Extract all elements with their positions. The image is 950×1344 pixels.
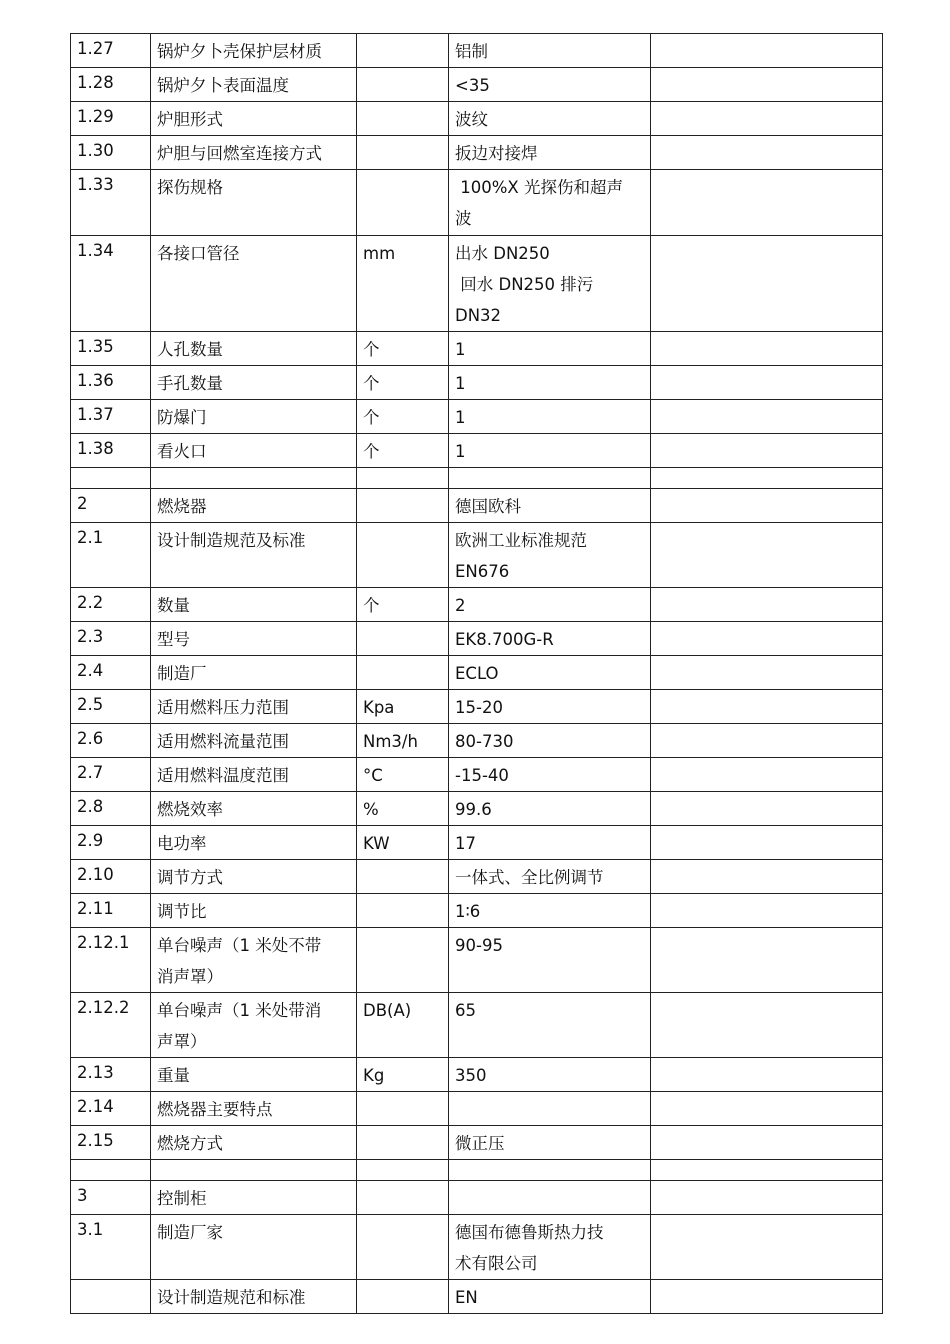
table-row xyxy=(71,400,883,434)
cell-no-text: 3.1 xyxy=(77,1220,104,1239)
cell-unit xyxy=(357,724,449,758)
cell-value-text: 1 xyxy=(455,340,466,359)
table-row xyxy=(71,170,883,236)
cell-unit-text: Nm3/h xyxy=(363,732,418,751)
cell-value xyxy=(449,1181,651,1215)
cell-note xyxy=(651,622,883,656)
cell-unit xyxy=(357,523,449,588)
cell-value-text: 出水 DN250 回水 DN250 排污 DN32 xyxy=(455,244,594,325)
table-row xyxy=(71,1058,883,1092)
cell-no xyxy=(71,434,151,468)
cell-value-text: 1 xyxy=(455,374,466,393)
cell-no xyxy=(71,136,151,170)
cell-no xyxy=(71,523,151,588)
cell-note xyxy=(651,1126,883,1160)
cell-note xyxy=(651,34,883,68)
cell-item xyxy=(151,68,357,102)
cell-value xyxy=(449,758,651,792)
cell-item xyxy=(151,928,357,993)
cell-no-text: 2.2 xyxy=(77,593,104,612)
cell-item xyxy=(151,860,357,894)
cell-no-text: 1.29 xyxy=(77,107,114,126)
cell-value-text: EN xyxy=(455,1288,478,1307)
cell-value-text: 铝制 xyxy=(455,42,488,61)
table-row xyxy=(71,468,883,489)
cell-value xyxy=(449,136,651,170)
cell-note xyxy=(651,489,883,523)
cell-item xyxy=(151,1181,357,1215)
cell-value xyxy=(449,993,651,1058)
cell-note xyxy=(651,102,883,136)
cell-unit-text: 个 xyxy=(363,596,380,615)
cell-value-text: 欧洲工业标准规范 EN676 xyxy=(455,531,587,581)
cell-note xyxy=(651,724,883,758)
cell-item-text: 型号 xyxy=(157,630,190,649)
table-row xyxy=(71,489,883,523)
cell-item xyxy=(151,468,357,489)
cell-no-text: 2.14 xyxy=(77,1097,114,1116)
cell-item-text: 设计制造规范和标准 xyxy=(157,1288,306,1307)
cell-unit xyxy=(357,1280,449,1314)
cell-unit-text: Kg xyxy=(363,1066,385,1085)
cell-note xyxy=(651,523,883,588)
table-row xyxy=(71,656,883,690)
cell-item xyxy=(151,758,357,792)
cell-note xyxy=(651,894,883,928)
cell-item xyxy=(151,724,357,758)
cell-unit-text: 个 xyxy=(363,340,380,359)
cell-value xyxy=(449,1058,651,1092)
cell-item-text: 调节方式 xyxy=(157,868,223,887)
cell-item xyxy=(151,170,357,236)
cell-no-text: 2.9 xyxy=(77,831,104,850)
cell-item-text: 调节比 xyxy=(157,902,207,921)
cell-unit xyxy=(357,1092,449,1126)
cell-value xyxy=(449,1126,651,1160)
cell-unit-text: DB(A) xyxy=(363,1001,412,1020)
table-row xyxy=(71,792,883,826)
cell-item-text: 各接口管径 xyxy=(157,244,240,263)
cell-unit xyxy=(357,102,449,136)
cell-value xyxy=(449,894,651,928)
cell-no-text: 1.33 xyxy=(77,175,114,194)
cell-unit xyxy=(357,366,449,400)
cell-value xyxy=(449,724,651,758)
cell-unit-text: mm xyxy=(363,244,396,263)
cell-note xyxy=(651,792,883,826)
cell-item-text: 制造厂 xyxy=(157,664,207,683)
cell-item-text: 炉胆形式 xyxy=(157,110,223,129)
cell-item xyxy=(151,1058,357,1092)
cell-unit xyxy=(357,1181,449,1215)
cell-item-text: 燃烧方式 xyxy=(157,1134,223,1153)
cell-item-text: 设计制造规范及标准 xyxy=(157,531,306,550)
cell-no xyxy=(71,366,151,400)
cell-value xyxy=(449,588,651,622)
cell-no-text: 1.37 xyxy=(77,405,114,424)
cell-no-text: 2.3 xyxy=(77,627,104,646)
cell-no xyxy=(71,68,151,102)
cell-value-text: 1∶6 xyxy=(455,902,481,921)
cell-value-text: ECLO xyxy=(455,664,499,683)
cell-value xyxy=(449,68,651,102)
cell-no xyxy=(71,588,151,622)
cell-value-text: 17 xyxy=(455,834,476,853)
cell-item xyxy=(151,1215,357,1280)
table-row xyxy=(71,588,883,622)
table-row xyxy=(71,1092,883,1126)
table-row xyxy=(71,68,883,102)
cell-no xyxy=(71,1215,151,1280)
cell-item xyxy=(151,826,357,860)
cell-note xyxy=(651,1160,883,1181)
cell-item xyxy=(151,332,357,366)
cell-unit xyxy=(357,690,449,724)
cell-item-text: 数量 xyxy=(157,596,190,615)
cell-unit xyxy=(357,656,449,690)
cell-value xyxy=(449,434,651,468)
cell-unit-text: 个 xyxy=(363,374,380,393)
cell-item-text: 适用燃料温度范围 xyxy=(157,766,289,785)
cell-item xyxy=(151,1092,357,1126)
table-row xyxy=(71,366,883,400)
cell-value xyxy=(449,400,651,434)
cell-unit xyxy=(357,758,449,792)
cell-item-text: 燃烧器 xyxy=(157,497,207,516)
cell-note xyxy=(651,588,883,622)
cell-item-text: 探伤规格 xyxy=(157,178,223,197)
cell-no xyxy=(71,489,151,523)
cell-note xyxy=(651,170,883,236)
cell-no-text: 1.36 xyxy=(77,371,114,390)
cell-no xyxy=(71,400,151,434)
cell-value xyxy=(449,468,651,489)
table-row xyxy=(71,236,883,332)
cell-unit xyxy=(357,434,449,468)
cell-unit xyxy=(357,170,449,236)
cell-no-text: 2.1 xyxy=(77,528,104,547)
cell-note xyxy=(651,236,883,332)
table-row xyxy=(71,102,883,136)
cell-note xyxy=(651,1058,883,1092)
cell-unit xyxy=(357,860,449,894)
cell-unit xyxy=(357,993,449,1058)
cell-item-text: 燃烧器主要特点 xyxy=(157,1100,273,1119)
cell-unit xyxy=(357,622,449,656)
cell-note xyxy=(651,332,883,366)
cell-note xyxy=(651,468,883,489)
cell-no-text: 1.34 xyxy=(77,241,114,260)
cell-no-text: 2.8 xyxy=(77,797,104,816)
table-row xyxy=(71,1181,883,1215)
cell-value-text: 德国布德鲁斯热力技 术有限公司 xyxy=(455,1223,604,1273)
cell-value xyxy=(449,622,651,656)
table-row xyxy=(71,1126,883,1160)
cell-item xyxy=(151,236,357,332)
cell-item xyxy=(151,434,357,468)
table-row xyxy=(71,758,883,792)
cell-value xyxy=(449,236,651,332)
cell-value xyxy=(449,366,651,400)
cell-note xyxy=(651,690,883,724)
cell-item-text: 手孔数量 xyxy=(157,374,223,393)
cell-item xyxy=(151,792,357,826)
table-row xyxy=(71,1280,883,1314)
cell-value xyxy=(449,332,651,366)
cell-value-text: 15-20 xyxy=(455,698,503,717)
cell-item-text: 单台噪声（1 米处带消 声罩） xyxy=(157,1001,322,1051)
cell-unit xyxy=(357,1126,449,1160)
cell-note xyxy=(651,434,883,468)
cell-unit-text: 个 xyxy=(363,408,380,427)
cell-no xyxy=(71,1280,151,1314)
cell-no-text: 2.13 xyxy=(77,1063,114,1082)
cell-note xyxy=(651,860,883,894)
cell-no-text: 2.4 xyxy=(77,661,104,680)
cell-value xyxy=(449,1215,651,1280)
cell-note xyxy=(651,400,883,434)
cell-item-text: 锅炉夕卜表面温度 xyxy=(157,76,289,95)
cell-value-text: 2 xyxy=(455,596,466,615)
table-row xyxy=(71,993,883,1058)
cell-no xyxy=(71,656,151,690)
cell-value-text: 一体式、全比例调节 xyxy=(455,868,604,887)
cell-unit-text: Kpa xyxy=(363,698,395,717)
cell-note xyxy=(651,136,883,170)
cell-item-text: 电功率 xyxy=(157,834,207,853)
cell-no xyxy=(71,622,151,656)
cell-item xyxy=(151,894,357,928)
cell-note xyxy=(651,1181,883,1215)
cell-unit xyxy=(357,1215,449,1280)
cell-unit xyxy=(357,1058,449,1092)
cell-no-text: 1.30 xyxy=(77,141,114,160)
cell-unit xyxy=(357,489,449,523)
cell-value xyxy=(449,170,651,236)
table-row xyxy=(71,622,883,656)
cell-item-text: 炉胆与回燃室连接方式 xyxy=(157,144,322,163)
cell-value xyxy=(449,34,651,68)
cell-unit xyxy=(357,468,449,489)
cell-value-text: 99.6 xyxy=(455,800,492,819)
cell-note xyxy=(651,68,883,102)
cell-no xyxy=(71,170,151,236)
cell-no xyxy=(71,792,151,826)
cell-no xyxy=(71,993,151,1058)
cell-no-text: 2.15 xyxy=(77,1131,114,1150)
cell-item xyxy=(151,1280,357,1314)
cell-no-text: 1.35 xyxy=(77,337,114,356)
cell-no xyxy=(71,332,151,366)
cell-value-text: 65 xyxy=(455,1001,476,1020)
cell-note xyxy=(651,993,883,1058)
cell-item-text: 适用燃料压力范围 xyxy=(157,698,289,717)
cell-value-text: 1 xyxy=(455,408,466,427)
cell-unit xyxy=(357,34,449,68)
cell-value-text: 90-95 xyxy=(455,936,503,955)
cell-unit-text: % xyxy=(363,800,379,819)
cell-item xyxy=(151,136,357,170)
cell-unit xyxy=(357,792,449,826)
cell-item xyxy=(151,656,357,690)
cell-item-text: 锅炉夕卜壳保护层材质 xyxy=(157,42,322,61)
cell-value xyxy=(449,656,651,690)
cell-no xyxy=(71,1160,151,1181)
cell-unit xyxy=(357,332,449,366)
cell-unit xyxy=(357,136,449,170)
cell-value xyxy=(449,102,651,136)
cell-item-text: 燃烧效率 xyxy=(157,800,223,819)
cell-item xyxy=(151,993,357,1058)
cell-value-text: 德国欧科 xyxy=(455,497,521,516)
cell-no-text: 3 xyxy=(77,1186,88,1205)
cell-no-text: 2.12.2 xyxy=(77,998,130,1017)
cell-value xyxy=(449,860,651,894)
cell-item xyxy=(151,34,357,68)
cell-no xyxy=(71,826,151,860)
cell-no xyxy=(71,1058,151,1092)
cell-unit xyxy=(357,236,449,332)
cell-no-text: 2.7 xyxy=(77,763,104,782)
cell-item xyxy=(151,622,357,656)
table-row xyxy=(71,332,883,366)
cell-no-text: 2 xyxy=(77,494,88,513)
cell-item xyxy=(151,690,357,724)
cell-unit xyxy=(357,894,449,928)
cell-unit xyxy=(357,826,449,860)
cell-value xyxy=(449,1280,651,1314)
cell-value xyxy=(449,928,651,993)
table-row xyxy=(71,523,883,588)
cell-no-text: 2.12.1 xyxy=(77,933,130,952)
table-row xyxy=(71,690,883,724)
cell-unit-text: °C xyxy=(363,766,383,785)
cell-value xyxy=(449,1092,651,1126)
cell-no xyxy=(71,758,151,792)
cell-value xyxy=(449,489,651,523)
cell-value-text: 80-730 xyxy=(455,732,514,751)
cell-value xyxy=(449,1160,651,1181)
cell-value-text: 100%X 光探伤和超声 波 xyxy=(455,178,623,228)
table-row xyxy=(71,1160,883,1181)
cell-note xyxy=(651,366,883,400)
cell-item xyxy=(151,366,357,400)
cell-unit xyxy=(357,400,449,434)
cell-no xyxy=(71,894,151,928)
cell-no-text: 2.6 xyxy=(77,729,104,748)
cell-item-text: 防爆门 xyxy=(157,408,207,427)
cell-no xyxy=(71,1126,151,1160)
cell-no-text: 2.11 xyxy=(77,899,114,918)
cell-value-text: <35 xyxy=(455,76,490,95)
cell-item xyxy=(151,400,357,434)
cell-note xyxy=(651,1092,883,1126)
cell-item-text: 制造厂家 xyxy=(157,1223,223,1242)
cell-unit xyxy=(357,68,449,102)
cell-item-text: 单台噪声（1 米处不带 消声罩） xyxy=(157,936,322,986)
cell-no xyxy=(71,690,151,724)
cell-no-text: 1.27 xyxy=(77,39,114,58)
cell-no-text: 2.10 xyxy=(77,865,114,884)
table-row xyxy=(71,724,883,758)
table-row xyxy=(71,34,883,68)
cell-value-text: 扳边对接焊 xyxy=(455,144,538,163)
cell-value-text: 波纹 xyxy=(455,110,488,129)
cell-unit xyxy=(357,1160,449,1181)
table-row xyxy=(71,434,883,468)
cell-no xyxy=(71,928,151,993)
cell-note xyxy=(651,1215,883,1280)
spec-table xyxy=(70,33,883,1314)
cell-unit xyxy=(357,588,449,622)
cell-item-text: 看火口 xyxy=(157,442,207,461)
cell-item xyxy=(151,489,357,523)
cell-no xyxy=(71,236,151,332)
cell-note xyxy=(651,656,883,690)
cell-no-text: 1.28 xyxy=(77,73,114,92)
cell-unit xyxy=(357,928,449,993)
spec-table-body xyxy=(71,34,883,1314)
cell-no xyxy=(71,860,151,894)
cell-note xyxy=(651,826,883,860)
cell-no-text: 1.38 xyxy=(77,439,114,458)
cell-no xyxy=(71,1092,151,1126)
cell-value-text: 1 xyxy=(455,442,466,461)
cell-item xyxy=(151,1160,357,1181)
cell-unit-text: 个 xyxy=(363,442,380,461)
cell-item xyxy=(151,588,357,622)
table-row xyxy=(71,136,883,170)
cell-item-text: 人孔数量 xyxy=(157,340,223,359)
cell-note xyxy=(651,1280,883,1314)
cell-no-text: 2.5 xyxy=(77,695,104,714)
cell-value xyxy=(449,792,651,826)
cell-value-text: -15-40 xyxy=(455,766,509,785)
cell-value-text: 微正压 xyxy=(455,1134,505,1153)
cell-unit-text: KW xyxy=(363,834,390,853)
table-row xyxy=(71,894,883,928)
cell-item xyxy=(151,102,357,136)
cell-value xyxy=(449,690,651,724)
table-row xyxy=(71,860,883,894)
cell-no xyxy=(71,102,151,136)
cell-item xyxy=(151,523,357,588)
cell-no xyxy=(71,468,151,489)
table-row xyxy=(71,826,883,860)
table-row xyxy=(71,928,883,993)
cell-value-text: EK8.700G-R xyxy=(455,630,554,649)
cell-note xyxy=(651,758,883,792)
cell-value xyxy=(449,826,651,860)
cell-note xyxy=(651,928,883,993)
cell-item-text: 控制柜 xyxy=(157,1189,207,1208)
cell-item-text: 重量 xyxy=(157,1066,190,1085)
cell-no xyxy=(71,1181,151,1215)
cell-no xyxy=(71,724,151,758)
cell-no xyxy=(71,34,151,68)
cell-value xyxy=(449,523,651,588)
cell-item xyxy=(151,1126,357,1160)
cell-value-text: 350 xyxy=(455,1066,487,1085)
cell-item-text: 适用燃料流量范围 xyxy=(157,732,289,751)
table-row xyxy=(71,1215,883,1280)
